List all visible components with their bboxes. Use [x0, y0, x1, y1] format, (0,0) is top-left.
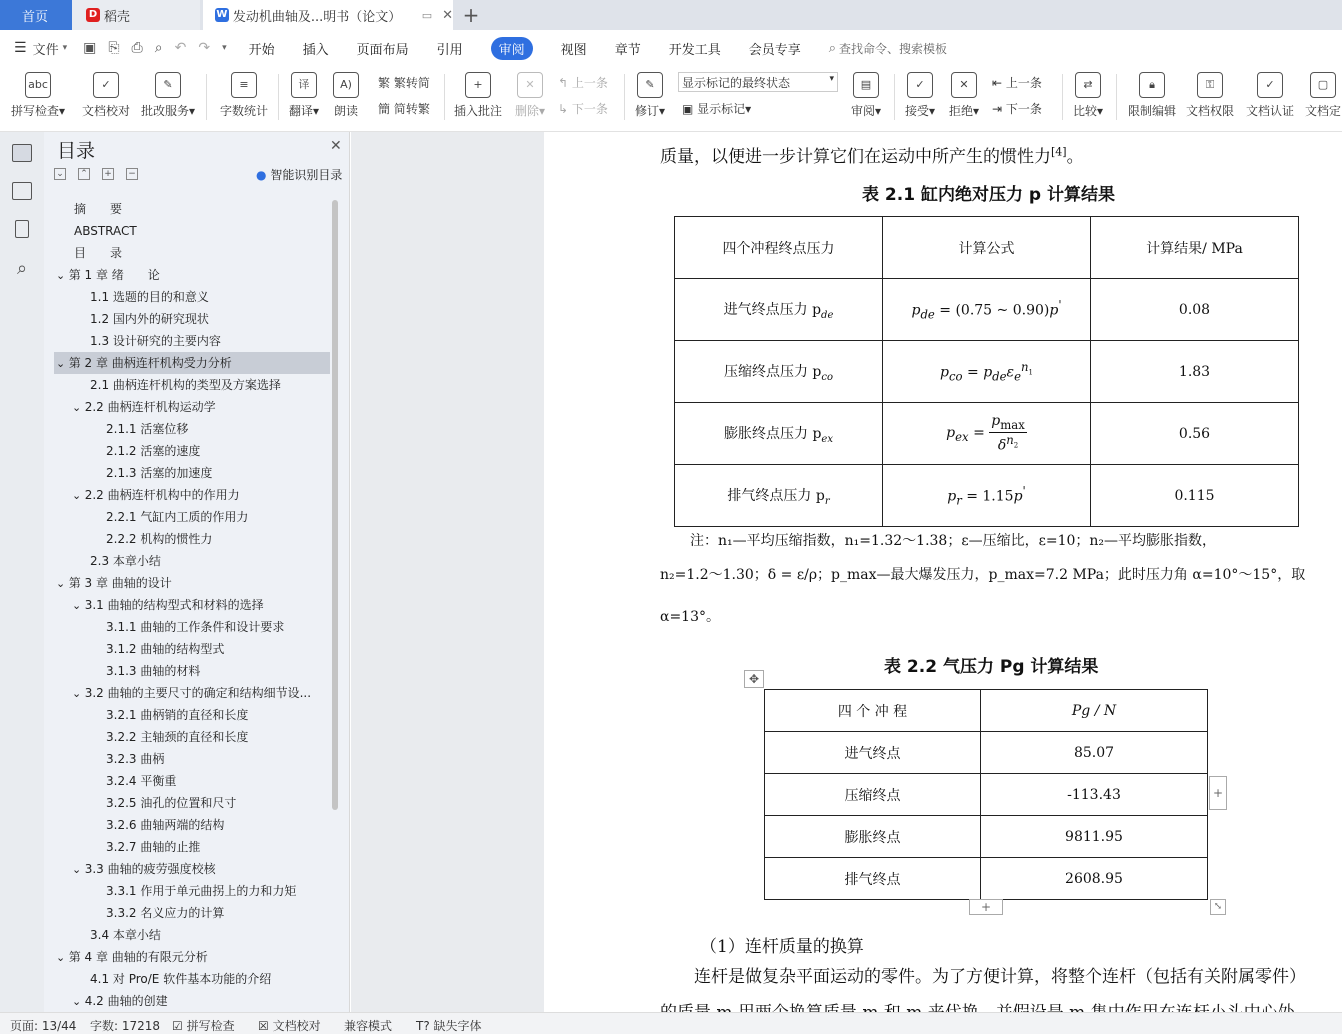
missing-font[interactable]	[416, 1017, 482, 1034]
word-doc-icon: W	[216, 9, 228, 20]
compat-mode[interactable]: 兼容模式	[344, 1019, 393, 1033]
finalize-icon: ▢	[1310, 72, 1336, 98]
table-row	[675, 465, 1299, 527]
nav-sidebar	[0, 132, 44, 1012]
table2-cell: 膨胀终点	[765, 816, 981, 858]
divider	[624, 74, 625, 120]
resize-table-icon[interactable]: ⤡	[1210, 899, 1226, 915]
toc-item[interactable]	[54, 704, 330, 726]
table1-formula-cell: $p_{ex}$ = $p_{max}$ $\delta^{n_2}$	[883, 403, 1091, 465]
tab-home-label: 首页	[22, 9, 49, 25]
tab-document-label: 发动机曲轴及...明书（论文）	[232, 9, 402, 25]
toc-item[interactable]	[54, 880, 330, 902]
note-line-3: α=13°。	[660, 609, 720, 625]
toc-item-label: 3.2.4 平衡重	[106, 774, 177, 788]
table1-formula-cell: $p_r = 1.15p'$	[883, 465, 1091, 527]
toc-item[interactable]	[54, 924, 330, 946]
delete-comment-button[interactable]: ✕ 删除▾	[510, 72, 550, 119]
toc-item-label: 1.1 选题的目的和意义	[90, 290, 209, 304]
restrict-editing-label: 限制编辑	[1127, 104, 1176, 118]
toc-item[interactable]	[54, 836, 330, 858]
restore-icon[interactable]: ▭	[421, 8, 433, 22]
toc-item[interactable]	[54, 660, 330, 682]
add-row-button[interactable]: +	[969, 899, 1003, 915]
more-chevron-icon[interactable]: ▾	[222, 43, 227, 53]
table1-name-cell	[675, 341, 883, 403]
track-changes-button[interactable]: ✎ 修订▾	[632, 72, 668, 119]
find-icon[interactable]: ⌕	[16, 258, 28, 279]
note-line-2: n₂=1.2～1.30；δ = ε/ρ；p_max—最大爆发压力，p_max=7.2 MPa；此时压力角 α=10°～15°，取	[660, 567, 1306, 583]
row-name: 进气终点压力 p	[723, 301, 822, 318]
show-markup-label: 显示标记	[697, 102, 746, 116]
command-search[interactable]: 查找命令、搜索模板	[839, 41, 948, 56]
toc-item-label: ABSTRACT	[74, 224, 137, 238]
table-row	[675, 279, 1299, 341]
toc-item[interactable]	[54, 946, 330, 968]
toc-item-label: 3.2.3 曲柄	[106, 752, 165, 766]
table-row	[765, 858, 1208, 900]
doc-certify-label: 文档认证	[1245, 104, 1294, 118]
toc-item-label: 3.4 本章小结	[90, 928, 161, 942]
toc-panel	[44, 132, 350, 1012]
collapse-chevron-icon[interactable]: ⌄	[72, 687, 85, 700]
toc-item-label: 2.2.2 机构的惯性力	[106, 532, 213, 546]
table1-header-cell: 计算公式	[883, 217, 1091, 279]
toc-item[interactable]	[54, 352, 330, 374]
menu-reference[interactable]: 引用	[436, 42, 463, 58]
prev-change-button[interactable]: ⇤ 上一条	[992, 76, 1042, 90]
citation[interactable]: [4]	[1051, 145, 1067, 159]
review-pane-button[interactable]: ▤ 审阅▾	[848, 72, 884, 119]
review-pane-label: 审阅	[850, 104, 875, 118]
simp-trad-icon: 簡	[378, 102, 391, 116]
toc-item[interactable]	[54, 528, 330, 550]
doc-finalize-label: 文档定	[1304, 104, 1341, 118]
table2	[764, 689, 1208, 900]
toc-item-label: 3.2.6 曲轴两端的结构	[106, 818, 225, 832]
toc-item-label: 1.3 设计研究的主要内容	[90, 334, 221, 348]
file-menu[interactable]: 文件	[32, 42, 59, 58]
toc-item-label: 3.1.2 曲轴的结构型式	[106, 642, 225, 656]
toc-item-label: 3.3 曲轴的疲劳强度校核	[84, 862, 216, 876]
status-proof-label: 文档校对	[272, 1019, 321, 1033]
word-count-label: 字数统计	[219, 104, 268, 118]
table2-caption: 表 2.2 气压力 Pg 计算结果	[884, 657, 1099, 677]
toc-item-label: 3.3.1 作用于单元曲拐上的力和力矩	[106, 884, 297, 898]
table1-caption: 表 2.1 缸内绝对压力 p 计算结果	[862, 185, 1115, 205]
next-change-button[interactable]: ⇥ 下一条	[992, 102, 1042, 116]
toc-item[interactable]	[54, 748, 330, 770]
next-change-label: 下一条	[1005, 102, 1042, 116]
compare-icon: ⇄	[1075, 72, 1101, 98]
status-spell-label: 拼写检查	[186, 1019, 235, 1033]
translate-icon: 译	[291, 72, 317, 98]
compare-button[interactable]: ⇄ 比较▾	[1070, 72, 1106, 119]
table1-value-cell: 0.56	[1091, 403, 1299, 465]
row-name: 膨胀终点压力 p	[724, 425, 822, 442]
review-ribbon	[0, 66, 1342, 132]
doc-certify-button[interactable]	[1242, 72, 1298, 119]
add-entry-icon[interactable]: +	[102, 168, 114, 180]
toc-item-label: 2.2 曲柄连杆机构运动学	[84, 400, 216, 414]
table1-value-cell: 0.115	[1091, 465, 1299, 527]
toc-item-label: 2.1.2 活塞的速度	[106, 444, 201, 458]
compare-label: 比较	[1072, 104, 1097, 118]
toc-item[interactable]	[54, 572, 330, 594]
toc-item[interactable]	[54, 264, 330, 286]
review-pane-icon: ▤	[853, 72, 879, 98]
prev-comment-button[interactable]: ↰ 上一条	[558, 76, 608, 90]
row-name-sub: r	[824, 495, 830, 507]
toc-scrollbar[interactable]	[332, 200, 338, 810]
collapse-all-icon[interactable]: ⌄	[54, 168, 66, 180]
toc-item[interactable]	[54, 484, 330, 506]
proof-icon: ✓	[93, 72, 119, 98]
toc-item-label: 1.2 国内外的研究现状	[90, 312, 209, 326]
hamburger-icon[interactable]: ☰	[14, 40, 27, 56]
toc-item[interactable]	[54, 462, 330, 484]
toc-item-label: 2.3 本章小结	[90, 554, 161, 568]
reject-button[interactable]: ✕ 拒绝▾	[946, 72, 982, 119]
track-changes-icon: ✎	[637, 72, 663, 98]
prev-change-label: 上一条	[1005, 76, 1042, 90]
expand-level-icon[interactable]: ⌃	[78, 168, 90, 180]
table1-header-cell: 四个冲程终点压力	[675, 217, 883, 279]
toc-item-label: 摘 要	[74, 202, 123, 216]
doc-finalize-button[interactable]	[1304, 72, 1342, 119]
dropdown-chevron-icon: ▾	[829, 74, 834, 84]
simp-to-trad-label: 简转繁	[393, 102, 430, 116]
delete-comment-label: 删除	[514, 104, 539, 118]
toc-item[interactable]	[54, 638, 330, 660]
paragraph-last: 连杆是做复杂平面运动的零件。为了方便计算，将整个连杆（包括有关附属零件）	[694, 967, 1306, 987]
file-chevron-icon[interactable]: ▾	[62, 43, 68, 53]
paragraph-top-text: 质量，以便进一步计算它们在运动中所产生的惯性力	[660, 147, 1051, 167]
read-aloud-icon: A)	[333, 72, 359, 98]
toc-item[interactable]	[54, 902, 330, 924]
table2-header-cell: 四 个 冲 程	[765, 690, 981, 732]
show-markup-button[interactable]: ▣ 显示标记▾	[682, 102, 752, 116]
proof-box-icon: ☒	[258, 1019, 269, 1033]
toc-item[interactable]	[54, 858, 330, 880]
menu-start[interactable]: 开始	[248, 42, 275, 58]
new-tab-button[interactable]: +	[462, 3, 480, 27]
paragraph-top-end: 。	[1066, 147, 1084, 167]
page-indicator[interactable]: 页面: 13/44	[10, 1019, 77, 1033]
reject-label: 拒绝	[948, 104, 973, 118]
spell-check-label: 拼写检查	[10, 104, 59, 118]
delete-comment-icon: ✕	[517, 72, 543, 98]
tab-document[interactable]	[203, 0, 453, 30]
table2-cell: 85.07	[981, 732, 1208, 774]
table-row	[675, 341, 1299, 403]
table2-cell: 9811.95	[981, 816, 1208, 858]
toc-item[interactable]	[54, 770, 330, 792]
toc-item-label: 3.1.3 曲轴的材料	[106, 664, 201, 678]
redo-icon[interactable]: ↷	[198, 40, 211, 56]
table1-formula-cell: $p_{co} = p_{de}\varepsilon_e^{n_1}$	[883, 341, 1091, 403]
tab-daoke[interactable]	[72, 0, 200, 30]
add-column-button[interactable]: +	[1209, 776, 1227, 810]
trad-to-simp-label: 繁转简	[393, 76, 430, 90]
table-row	[765, 732, 1208, 774]
print-preview-icon[interactable]: ⌕	[154, 40, 163, 56]
menu-bar	[0, 30, 1342, 66]
divider	[278, 74, 279, 120]
toc-item[interactable]	[54, 990, 330, 1012]
toc-item-label: 3.1.1 曲轴的工作条件和设计要求	[106, 620, 285, 634]
toc-item[interactable]	[54, 726, 330, 748]
doc-permission-label: 文档权限	[1185, 104, 1234, 118]
row-name-sub: co	[821, 371, 834, 383]
doc-proof-label: 文档校对	[81, 104, 130, 118]
toc-item-label: 2.1.1 活塞位移	[106, 422, 189, 436]
toc-item[interactable]	[54, 242, 330, 264]
missing-font-label: 缺失字体	[433, 1019, 482, 1033]
read-aloud-button[interactable]	[330, 72, 362, 119]
table-row	[765, 774, 1208, 816]
table2-header-cell: Pg / N	[981, 690, 1208, 732]
toc-item[interactable]	[54, 374, 330, 396]
chapter-panel-icon[interactable]	[12, 182, 32, 200]
prev-comment-label: 上一条	[571, 76, 608, 90]
toc-item-label: 3.3.2 名义应力的计算	[106, 906, 225, 920]
word-count-button[interactable]	[218, 72, 270, 119]
print-icon[interactable]: ⎙	[131, 40, 143, 56]
toc-item[interactable]	[54, 198, 330, 220]
certify-icon: ✓	[1257, 72, 1283, 98]
reject-icon: ✕	[951, 72, 977, 98]
paragraph-top	[660, 142, 1084, 167]
divider	[894, 74, 895, 120]
undo-icon[interactable]: ↶	[174, 40, 187, 56]
menu-insert[interactable]: 插入	[302, 42, 329, 58]
menu-layout[interactable]: 页面布局	[356, 42, 409, 58]
toc-item-label: 2.1 曲柄连杆机构的类型及方案选择	[90, 378, 281, 392]
table1-name-cell	[675, 465, 883, 527]
toc-item-label: 2.1.3 活塞的加速度	[106, 466, 213, 480]
row-name: 排气终点压力 p	[727, 487, 825, 504]
collapse-chevron-icon[interactable]: ⌄	[72, 995, 85, 1008]
menu-devtools[interactable]: 开发工具	[668, 42, 721, 58]
permission-icon: ⚿	[1197, 72, 1223, 98]
divider	[1116, 74, 1117, 120]
toc-item[interactable]	[54, 968, 330, 990]
restrict-editing-button[interactable]	[1126, 72, 1178, 119]
doc-proof-button[interactable]	[80, 72, 132, 119]
tab-home[interactable]	[0, 0, 72, 30]
toc-item[interactable]	[54, 682, 330, 704]
insert-comment-button[interactable]	[452, 72, 504, 119]
collapse-chevron-icon[interactable]: ⌄	[72, 599, 85, 612]
toc-item[interactable]	[54, 506, 330, 528]
toc-item-label: 3.2 曲轴的主要尺寸的确定和结构细节设...	[84, 686, 312, 700]
trad-to-simp-button[interactable]	[378, 74, 430, 91]
next-comment-button[interactable]: ↳ 下一条	[558, 102, 608, 116]
toc-item[interactable]	[54, 440, 330, 462]
smart-icon: ●	[256, 168, 267, 182]
table-row	[765, 816, 1208, 858]
toc-item-label: 3.2.1 曲柄销的直径和长度	[106, 708, 249, 722]
collapse-chevron-icon[interactable]: ⌄	[72, 489, 85, 502]
tab-daoke-label: 稻壳	[104, 9, 131, 25]
toc-item[interactable]	[54, 330, 330, 352]
toc-item-label: 第 2 章 曲柄连杆机构受力分析	[68, 356, 232, 370]
toc-item-label: 目 录	[74, 246, 123, 260]
menu-view[interactable]: 视图	[560, 42, 587, 58]
toc-item[interactable]	[54, 418, 330, 440]
spell-check-button[interactable]: abc 拼写检查▾	[10, 72, 66, 119]
simp-to-trad-button[interactable]	[378, 100, 430, 117]
collapse-chevron-icon[interactable]: ⌄	[56, 577, 69, 590]
annotation-service-button[interactable]: ✎ 批改服务▾	[138, 72, 198, 119]
status-bar	[0, 1012, 1342, 1034]
toc-item[interactable]	[54, 550, 330, 572]
daoke-logo-icon: D	[86, 8, 100, 22]
toc-item[interactable]	[54, 286, 330, 308]
table2-cell: -113.43	[981, 774, 1208, 816]
divider	[1062, 74, 1063, 120]
smart-toc-button[interactable]	[256, 166, 342, 183]
row-name-sub: de	[821, 309, 834, 321]
toc-panel-icon[interactable]	[12, 144, 32, 162]
translate-button[interactable]: 译 翻译▾	[286, 72, 322, 119]
document-area	[351, 132, 1342, 1012]
note-line-1: 注：n₁—平均压缩指数，n₁=1.32～1.38；ε—压缩比，ε=10；n₂—平均膨胀指数，	[690, 533, 1217, 549]
table2-cell: 压缩终点	[765, 774, 981, 816]
collapse-chevron-icon[interactable]: ⌄	[72, 401, 85, 414]
close-icon[interactable]: ✕	[330, 138, 342, 154]
annotation-service-label: 批改服务	[140, 104, 189, 118]
toc-item[interactable]	[54, 616, 330, 638]
toc-item-label: 第 3 章 曲轴的设计	[68, 576, 172, 590]
table1-value-cell: 0.08	[1091, 279, 1299, 341]
toc-item[interactable]	[54, 594, 330, 616]
toc-item[interactable]	[54, 308, 330, 330]
collapse-chevron-icon[interactable]: ⌄	[56, 269, 69, 282]
toc-item-label: 2.2 曲柄连杆机构中的作用力	[84, 488, 240, 502]
toc-item-label: 第 4 章 曲轴的有限元分析	[68, 950, 208, 964]
divider	[206, 74, 207, 120]
remove-entry-icon[interactable]: −	[126, 168, 138, 180]
menu-review[interactable]: 审阅	[491, 37, 533, 60]
comment-icon: +	[465, 72, 491, 98]
toc-item-label: 3.2.5 油孔的位置和尺寸	[106, 796, 237, 810]
section-heading: （1）连杆质量的换算	[700, 937, 864, 957]
table-move-handle-icon[interactable]: ✥	[744, 670, 764, 688]
toc-item-label: 4.2 曲轴的创建	[84, 994, 168, 1008]
toc-title: 目录	[57, 140, 96, 162]
collapse-chevron-icon[interactable]: ⌄	[56, 357, 69, 370]
accept-button[interactable]: ✓ 接受▾	[902, 72, 938, 119]
menu-member[interactable]: 会员专享	[748, 42, 801, 58]
next-comment-label: 下一条	[571, 102, 608, 116]
menu-chapter[interactable]: 章节	[614, 42, 641, 58]
table2-cell: 排气终点	[765, 858, 981, 900]
table1	[674, 216, 1299, 527]
table1-name-cell	[675, 403, 883, 465]
track-changes-label: 修订	[634, 104, 659, 118]
check-icon: ☑	[172, 1019, 183, 1033]
spell-check-icon: abc	[25, 72, 51, 98]
collapse-chevron-icon[interactable]: ⌄	[56, 951, 69, 964]
markup-mode-select[interactable]	[678, 72, 838, 92]
table1-name-cell	[675, 279, 883, 341]
toc-item[interactable]	[54, 396, 330, 418]
toc-item[interactable]	[54, 792, 330, 814]
read-aloud-label: 朗读	[333, 104, 358, 118]
accept-icon: ✓	[907, 72, 933, 98]
toc-list	[54, 198, 330, 1010]
save-icon[interactable]: ▣	[83, 40, 97, 56]
table2-cell: 2608.95	[981, 858, 1208, 900]
search-icon[interactable]: ⌕	[828, 40, 837, 56]
export-icon[interactable]: ⎘	[108, 40, 120, 56]
table1-value-cell: 1.83	[1091, 341, 1299, 403]
table1-formula-cell: $p_{de} = (0.75$ ~ 0.90)p'	[883, 279, 1091, 341]
toc-item[interactable]	[54, 220, 330, 242]
smart-toc-label: 智能识别目录	[270, 168, 343, 182]
divider	[444, 74, 445, 120]
markup-mode-value: 显示标记的最终状态	[682, 76, 791, 90]
word-count-icon: ≡	[231, 72, 257, 98]
row-name: 压缩终点压力 p	[723, 363, 822, 380]
document-page	[544, 132, 1342, 1012]
accept-label: 接受	[904, 104, 929, 118]
missing-font-icon: T?	[416, 1019, 430, 1033]
toc-item-label: 4.1 对 Pro/E 软件基本功能的介绍	[90, 972, 272, 986]
table-row	[675, 403, 1299, 465]
trad-simp-icon: 繁	[378, 76, 391, 90]
toc-item-label: 3.2.2 主轴颈的直径和长度	[106, 730, 249, 744]
row-name-sub: ex	[821, 433, 833, 445]
table2-cell: 进气终点	[765, 732, 981, 774]
toc-item-label: 第 1 章 绪 论	[68, 268, 160, 282]
word-count[interactable]: 字数: 17218	[90, 1019, 161, 1033]
lock-icon: 🔒︎	[1139, 72, 1165, 98]
tab-bar	[0, 0, 1342, 30]
table1-header-cell: 计算结果/ MPa	[1091, 217, 1299, 279]
translate-label: 翻译	[288, 104, 313, 118]
status-proof[interactable]	[258, 1017, 321, 1034]
toc-item[interactable]	[54, 814, 330, 836]
bookmark-icon[interactable]	[15, 220, 29, 238]
close-tab-icon[interactable]: ✕	[442, 7, 453, 23]
annotation-icon: ✎	[155, 72, 181, 98]
doc-permission-button[interactable]	[1184, 72, 1236, 119]
toc-item-label: 2.2.1 气缸内工质的作用力	[106, 510, 249, 524]
collapse-chevron-icon[interactable]: ⌄	[72, 863, 85, 876]
insert-comment-label: 插入批注	[453, 104, 502, 118]
toc-item-label: 3.1 曲轴的结构型式和材料的选择	[84, 598, 264, 612]
toc-item-label: 3.2.7 曲轴的止推	[106, 840, 201, 854]
status-spell-check[interactable]	[172, 1017, 235, 1034]
